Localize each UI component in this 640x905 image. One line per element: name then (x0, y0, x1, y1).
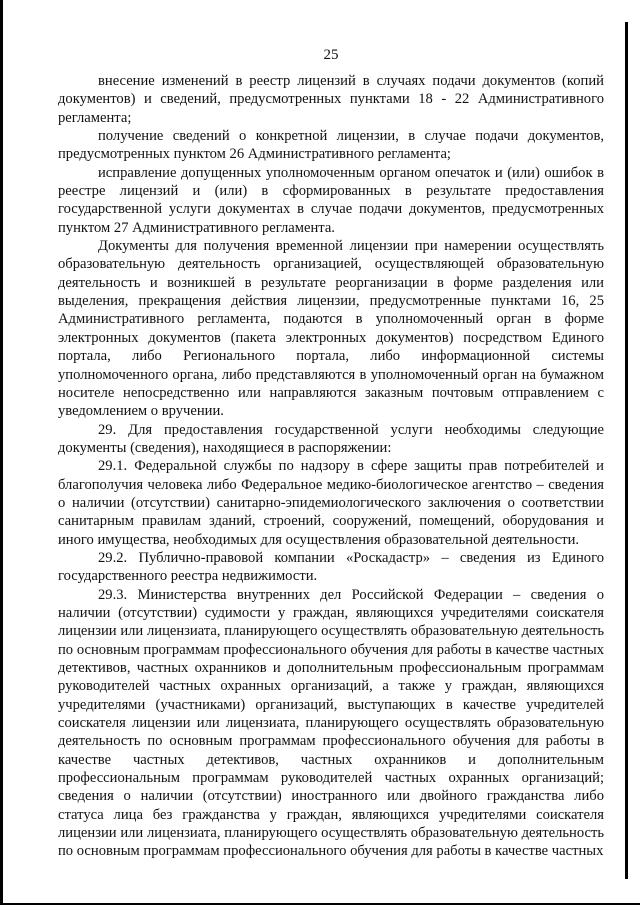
scan-edge-left (0, 0, 3, 905)
paragraph-clause-29-3: 29.3. Министерства внутренних дел Российской Федерации – сведения о наличии (отсутствии) судимости у граждан, являющихся учредителями соискателя лицензии или лицензиата, планирующего осуществлять образовательную деятельность по основным программам профессионального обучения для работы в качестве частных детективов, частных охранников и дополнительным профессиональным программам руководителей частных охранных организаций, а также у граждан, являющихся учредителями (участниками) организаций, выступающих в качестве учредителей соискателя лицензии или лицензиата, планирующего осуществлять образовательную деятельность по основным программам профессионального обучения для работы в качестве частных детективов, частных охранников и дополнительным профессиональным программам руководителей частных охранных организаций; сведения о наличии (отсутствии) иностранного или двойного гражданства либо статуса лица без гражданства у граждан, являющихся учредителями соискателя лицензии или лицензиата, планирующего осуществлять образовательную деятельность по основным программам профессионального обучения для работы в качестве частных (58, 586, 604, 860)
page-number: 25 (323, 47, 339, 63)
paragraph-clause-29-1: 29.1. Федеральной службы по надзору в сфере защиты прав потребителей и благополучия человека либо Федеральное медико-биологическое агентство – сведения о наличии (отсутствии) санитарно-эпидемиологического заключения о соответствии санитарным правилам зданий, строений, сооружений, помещений, оборудования и иного имущества, необходимых для осуществления образовательной деятельности. (58, 458, 604, 548)
paragraph-license-info: получение сведений о конкретной лицензии, в случае подачи документов, предусмотренных пунктом 26 Административного регламента; (58, 128, 604, 163)
paragraph-registry-changes: внесение изменений в реестр лицензий в случаях подачи документов (копий документов) и сведений, предусмотренных пунктами 18 - 22 Административного регламента; (58, 73, 604, 126)
document-page (58, 0, 604, 861)
paragraph-clause-29-2: 29.2. Публично-правовой компании «Роскадастр» – сведения из Единого государственного реестра недвижимости. (58, 549, 604, 585)
paragraph-typo-correction: исправление допущенных уполномоченным органом опечаток и (или) ошибок в реестре лицензий и (или) в сформированных в результате предоставления государственной услуги документах в случае подачи документов, предусмотренных пунктом 27 Административного регламента. (58, 164, 604, 236)
paragraph-clause-29: 29. Для предоставления государственной услуги необходимы следующие документы (сведения), находящиеся в распоряжении: (58, 421, 604, 456)
scan-edge-right (625, 22, 628, 879)
paragraph-temporary-license: Документы для получения временной лицензии при намерении осуществлять образовательную деятельность организацией, осуществляющей образовательную деятельность и возникшей в результате реорганизации в форме разделения или выделения, прекращения действия лицензии, предусмотренные пунктами 16, 25 Административного регламента, подаются в уполномоченный орган в форме электронных документов (пакета электронных документов) посредством Единого портала, либо Регионального портала, либо информационной системы уполномоченного органа, либо представляются в уполномоченный орган на бумажном носителе непосредственно или направляются заказным почтовым отправлением с уведомлением о вручении. (58, 238, 604, 420)
